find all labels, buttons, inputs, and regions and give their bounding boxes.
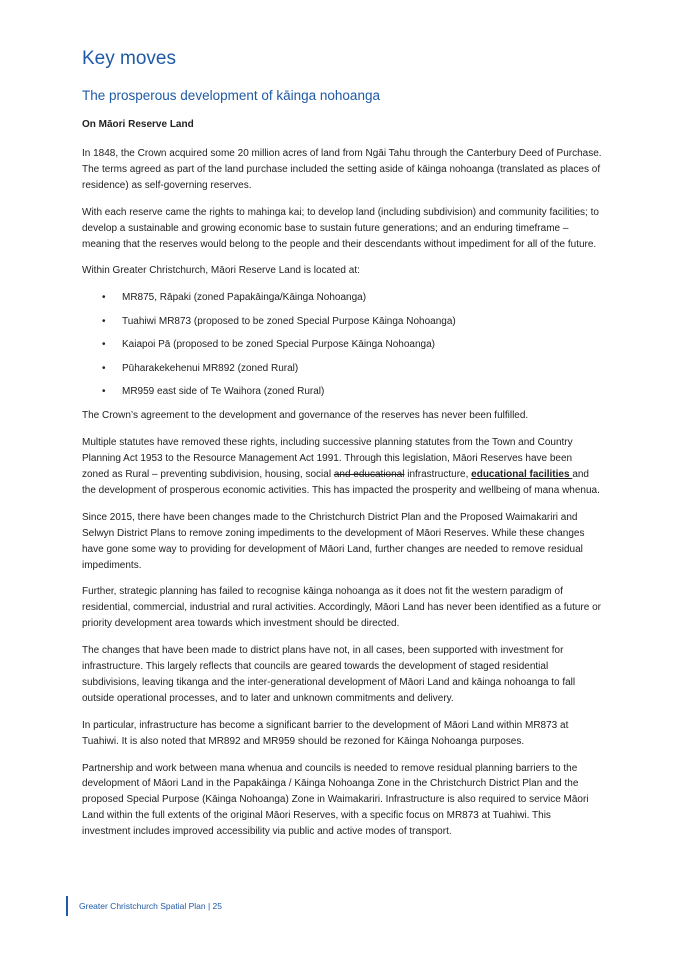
page-footer: Greater Christchurch Spatial Plan | 25 bbox=[66, 896, 222, 916]
paragraph: Further, strategic planning has failed to recognise kāinga nohoanga as it does not fit the western paradigm of residential, commercial, industrial and rural activities. Accordingly, Māori Land has never been identified as a future or priority development area towards which investment should be directed. bbox=[82, 586, 601, 630]
list-item: • MR959 east side of Te Waihora (zoned Rural) bbox=[82, 384, 602, 400]
paragraph: Within Greater Christchurch, Māori Reserve Land is located at: bbox=[82, 265, 360, 277]
page-heading: Key moves bbox=[82, 48, 176, 69]
list-item: • Tuahiwi MR873 (proposed to be zoned Special Purpose Kāinga Nohoanga) bbox=[82, 314, 602, 330]
paragraph: With each reserve came the rights to mahinga kai; to develop land (including subdivision) and community facilities; to develop a sustainable and growing economic base to sustain future generations; and an enduring timeframe – meaning that the reserves would belong to the people and their descendants without impediment for all of the future. bbox=[82, 206, 599, 250]
paragraph: Since 2015, there have been changes made to the Christchurch District Plan and the Proposed Waimakariri and Selwyn District Plans to remove zoning impediments to the development of Māori Reserves. While these changes have gone some way to providing for development of Māori Land, further changes are needed to remove residual impediments. bbox=[82, 511, 585, 571]
paragraph: In particular, infrastructure has become a significant barrier to the development of Māori Land within MR873 at Tuahiwi. It is also noted that MR892 and MR959 should be rezoned for Kāinga Nohoanga purposes. bbox=[82, 719, 569, 747]
list-item: • MR875, Rāpaki (zoned Papakāinga/Kāinga Nohoanga) bbox=[82, 290, 602, 306]
reserve-list bbox=[82, 290, 602, 400]
paragraph: The Crown’s agreement to the development and governance of the reserves has never been fulfilled. bbox=[82, 410, 529, 422]
statutes-text: Multiple statutes have removed these rights, including successive planning statutes from the Town and Country Planning Act 1953 to the Resource Management Act 1991. Through this legislation, Māori Reserves have been zoned as Rural – preventing subdivision, housing, social bbox=[82, 437, 573, 480]
paragraph-statutes bbox=[82, 435, 602, 499]
paragraph: In 1848, the Crown acquired some 20 million acres of land from Ngāi Tahu through the Canterbury Deed of Purchase. The terms agreed as part of the land purchase included the setting aside of kāinga nohoanga (translated as places of residence) as self-governing reserves. bbox=[82, 148, 602, 191]
list-item: • Pūharakekehenui MR892 (zoned Rural) bbox=[82, 361, 602, 377]
paragraph: The changes that have been made to district plans have not, in all cases, been supported with investment for infrastructure. This largely reflects that councils are geared towards the development of staged residential subdivisions, leaving tikanga and the inter-generational development of Māori Land and kāinga nohoanga to fall outside operational processes, and to later and unknown commitments and delivery. bbox=[82, 645, 576, 704]
statutes-text: and the development of prosperous economic activities. This has impacted the prosperity and wellbeing of mana whenua. bbox=[82, 468, 600, 496]
section-title: On Māori Reserve Land bbox=[82, 119, 194, 130]
statutes-text: infrastructure, bbox=[404, 468, 472, 480]
struck-text: and educational bbox=[333, 468, 405, 480]
section-subheading: The prosperous development of kāinga nohoanga bbox=[82, 88, 380, 103]
list-item: • Kaiapoi Pā (proposed to be zoned Special Purpose Kāinga Nohoanga) bbox=[82, 337, 602, 353]
inserted-text: educational facilities bbox=[471, 468, 573, 480]
paragraph: Partnership and work between mana whenua and councils is needed to remove residual planning barriers to the development of Māori Land in the Papakāinga / Kāinga Nohoanga Zone in the Christchurch District Plan and the proposed Special Purpose (Kāinga Nohoanga) Zone in Waimakariri. Infrastructure is also required to service Māori Land within the full extents of the original Māori Reserves, with a specific focus on MR873 at Tuahiwi. This investment includes improved accessibility via public and active modes of transport. bbox=[82, 762, 589, 838]
body-text bbox=[82, 146, 602, 851]
